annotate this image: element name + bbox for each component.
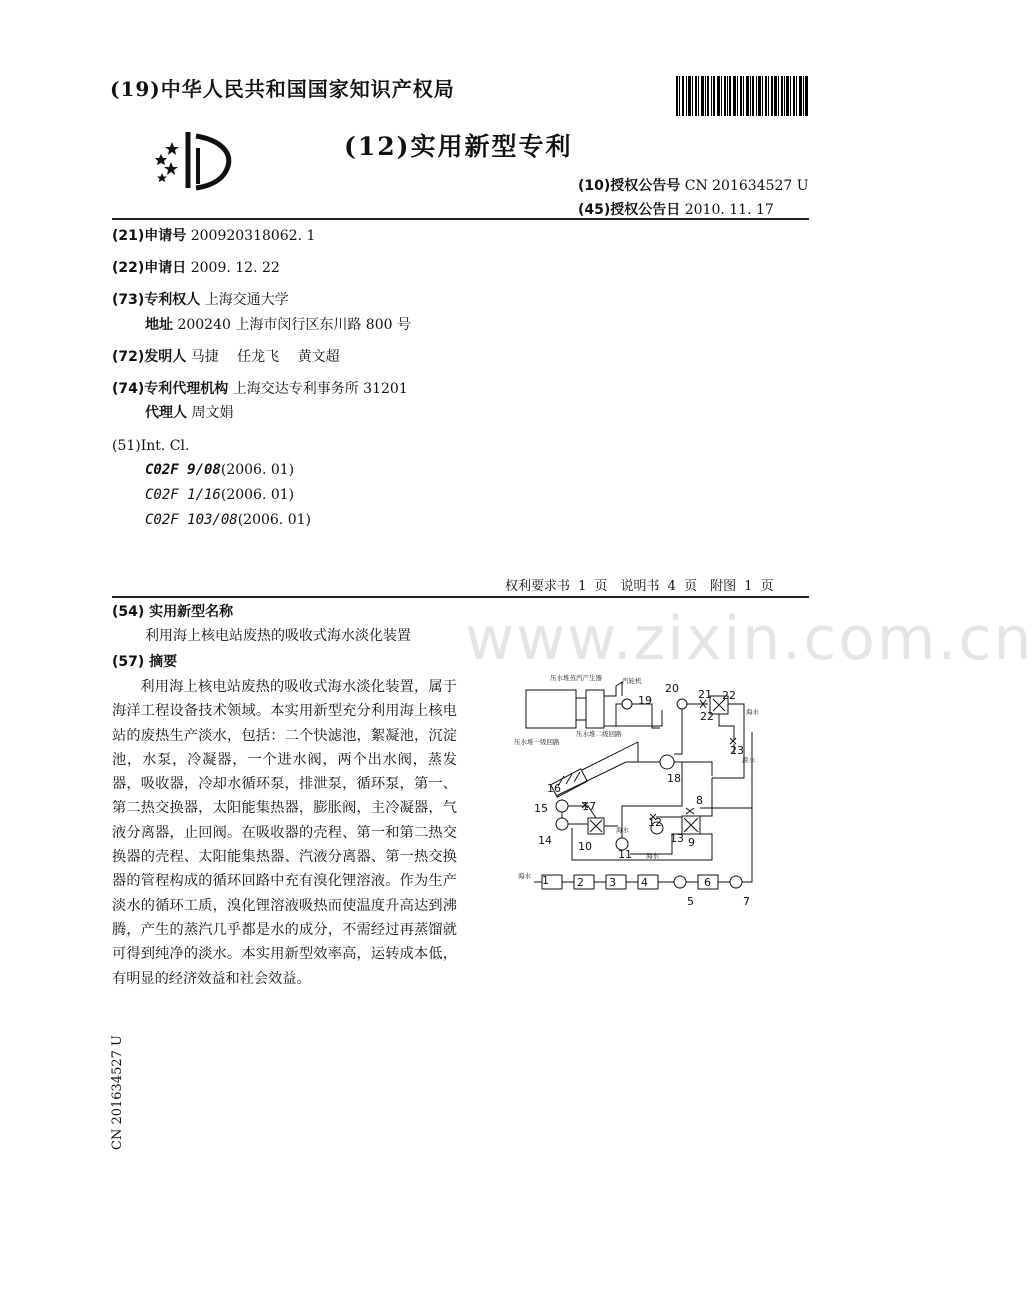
side-publication-code: CN 201634527 U (109, 1035, 125, 1150)
label-22-bottom: 22 (700, 710, 714, 723)
ipc-date: (2006. 01) (220, 462, 295, 478)
label-steam-generator: 压水堆蒸汽产生器 (550, 674, 602, 682)
pub-date-label: (45)授权公告日 (578, 202, 681, 218)
pub-date-row (578, 199, 774, 219)
agency: 上海交达专利事务所 31201 (232, 381, 408, 397)
application-date-label: (22)申请日 (112, 260, 187, 276)
section-divider (112, 596, 809, 598)
label-15: 15 (534, 802, 548, 815)
ipc-code: C02F 9/08 (145, 462, 221, 478)
application-number-row (112, 229, 315, 243)
separator-20-icon (677, 699, 687, 709)
pump-5-icon (674, 876, 686, 888)
label-21: 21 (698, 688, 712, 701)
label-5: 5 (687, 895, 694, 908)
abstract-text: 利用海上核电站废热的吸收式海水淡化装置，属于海洋工程设备技术领域。本实用新型充分利用海上核电站的废热生产淡水，包括：二个快滤池，絮凝池，沉淀池，水泵，冷凝器，一个进水阀，两个出水阀，蒸发器，吸收器，冷却水循环泵，排泄泵，循环泵，第一、第二热交换器，太阳能集热器，膨胀阀，主冷凝器，气液分离器，止回阀。在吸收器的壳程、第一和第二热交换器的壳程、太阳能集热器、汽液分离器、第一热交换器的管程构成的循环回路中充有溴化锂溶液。作为生产淡水的循环工质，溴化锂溶液吸热而使温度升高达到沸腾，产生的蒸汽几乎都是水的成分，不需经过再蒸馏就可得到纯净的淡水。本实用新型效率高，运转成本低，有明显的经济效益和社会效益。 (112, 679, 457, 987)
label-seawater-inlet: 海水 (518, 872, 531, 880)
abstract-text-block (112, 675, 457, 991)
document-type: (12)实用新型专利 (344, 132, 573, 161)
pub-number-row (578, 175, 809, 195)
pub-number-label: (10)授权公告号 (578, 178, 681, 194)
system-schematic (512, 668, 774, 908)
agent-label: 代理人 (145, 405, 187, 421)
ipc-entry (145, 487, 294, 503)
application-date: 2009. 12. 22 (190, 260, 280, 276)
label-23: 23 (730, 744, 744, 757)
agent: 周文娟 (191, 405, 234, 421)
label-seawater-bottom: 海水 (646, 852, 659, 860)
label-6: 6 (704, 876, 711, 889)
label-primary-loop: 压水堆一级回路 (514, 738, 560, 746)
ipc-label: (51)Int. Cl. (112, 438, 190, 454)
ipc-code: C02F 1/16 (145, 487, 221, 503)
label-1: 1 (542, 874, 549, 887)
label-20: 20 (665, 682, 679, 695)
agency-row (112, 382, 408, 396)
issuing-office: (19)中华人民共和国国家知识产权局 (110, 77, 455, 101)
inventors-label: (72)发明人 (112, 349, 187, 365)
patentee-label: (73)专利权人 (112, 292, 201, 308)
application-number: 200920318062. 1 (190, 228, 316, 244)
label-12: 12 (648, 816, 662, 829)
label-2: 2 (577, 876, 584, 889)
title-label: (54) 实用新型名称 (112, 604, 234, 620)
label-22-top: 22 (722, 689, 736, 702)
inventors-row (112, 350, 340, 364)
heat-exchanger-18-icon (660, 755, 674, 769)
label-10: 10 (578, 840, 592, 853)
label-7: 7 (743, 895, 750, 908)
barcode-icon (676, 76, 808, 116)
steam-generator-box (586, 690, 604, 728)
utility-model-title: 利用海上核电站废热的吸收式海水淡化装置 (145, 628, 411, 644)
ipc-date: (2006. 01) (220, 487, 295, 503)
pump-14-icon (556, 818, 568, 830)
ipc-entry (145, 462, 294, 478)
label-18: 18 (667, 772, 681, 785)
address: 200240 上海市闵行区东川路 800 号 (177, 317, 411, 333)
label-secondary-loop: 压水堆二级回路 (576, 730, 622, 738)
application-number-label: (21)申请号 (112, 228, 187, 244)
label-19: 19 (638, 694, 652, 707)
address-row (145, 318, 411, 332)
inventors: 马捷 任龙飞 黄文超 (190, 349, 340, 365)
label-14: 14 (538, 834, 552, 847)
patentee: 上海交通大学 (204, 292, 289, 308)
agent-row (145, 406, 233, 420)
header-divider (112, 218, 809, 220)
application-date-row (112, 261, 280, 275)
ipc-entry (145, 512, 311, 528)
pub-date: 2010. 11. 17 (684, 202, 774, 218)
abstract-label: (57) 摘要 (112, 654, 178, 670)
address-label: 地址 (145, 317, 173, 333)
label-3: 3 (609, 876, 616, 889)
valve-8-icon (686, 808, 694, 814)
ipc-date: (2006. 01) (237, 512, 311, 528)
sipo-logo-icon (152, 128, 236, 192)
label-17: 17 (582, 800, 596, 813)
watermark: www.zixin.com.cn (465, 604, 1033, 674)
condenser-19-icon (622, 699, 632, 709)
label-seawater-mid: 海水 (616, 826, 629, 834)
ipc-code: C02F 103/08 (145, 512, 238, 528)
pump-7-icon (730, 876, 742, 888)
label-8: 8 (696, 794, 703, 807)
primary-loop-box (526, 690, 576, 728)
page-count-info: 权利要求书 1 页 说明书 4 页 附图 1 页 (505, 579, 774, 594)
label-4: 4 (641, 876, 648, 889)
label-13: 13 (670, 832, 684, 845)
label-11: 11 (618, 848, 632, 861)
generator-15-icon (556, 800, 568, 812)
label-turbine: 汽轮机 (622, 677, 642, 685)
label-freshwater: 淡水 (742, 756, 755, 764)
agency-label: (74)专利代理机构 (112, 381, 229, 397)
label-9: 9 (688, 836, 695, 849)
pub-number: CN 201634527 U (684, 178, 809, 194)
label-16: 16 (547, 782, 561, 795)
patentee-row (112, 293, 289, 307)
label-seawater-right: 海水 (746, 708, 759, 716)
